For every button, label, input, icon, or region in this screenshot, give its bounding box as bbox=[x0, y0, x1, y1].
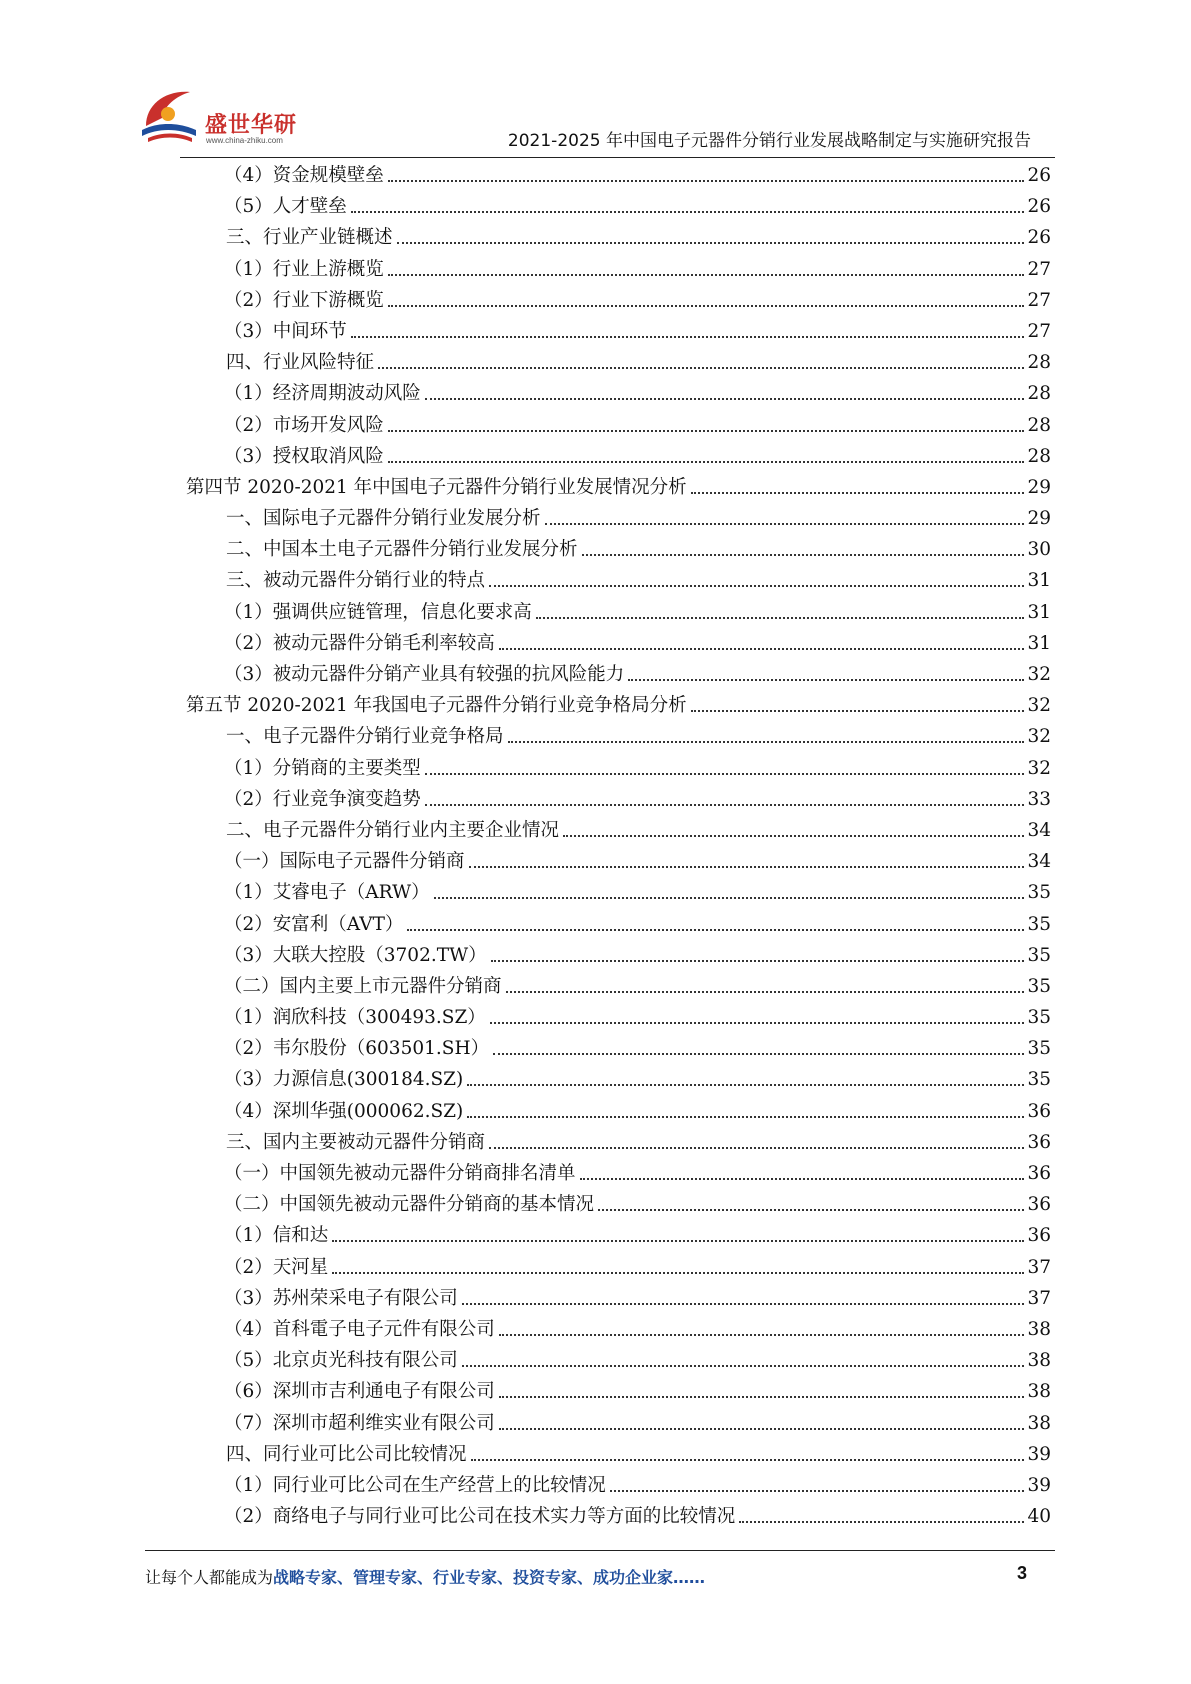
toc-entry-title: （1）润欣科技（300493.SZ） bbox=[224, 1007, 486, 1029]
toc-entry-title: （5）北京贞光科技有限公司 bbox=[224, 1350, 458, 1372]
toc-entry-line bbox=[224, 848, 1051, 873]
toc-entry-title: 第四节 2020-2021 年中国电子元器件分销行业发展情况分析 bbox=[186, 476, 687, 498]
toc-leader-dots bbox=[499, 1334, 1025, 1336]
toc-entry-title: （1）分销商的主要类型 bbox=[224, 757, 421, 779]
toc-entry-title: （4）深圳华强(000062.SZ) bbox=[224, 1100, 464, 1122]
toc-entry-title: （2）商络电子与同行业可比公司在技术实力等方面的比较情况 bbox=[224, 1506, 736, 1528]
toc-entry-line bbox=[186, 692, 1051, 717]
toc-leader-dots bbox=[471, 1459, 1025, 1461]
toc-entry-page: 34 bbox=[1027, 819, 1051, 841]
toc-entry[interactable] bbox=[0, 189, 1191, 220]
toc-entry-page: 26 bbox=[1027, 165, 1051, 186]
toc-leader-dots bbox=[545, 523, 1025, 525]
toc-leader-dots bbox=[425, 773, 1025, 775]
toc-entry-page: 40 bbox=[1027, 1506, 1051, 1528]
toc-entry-title: （3）力源信息(300184.SZ) bbox=[224, 1069, 464, 1091]
toc-leader-dots bbox=[351, 211, 1025, 213]
toc-entry-title: （1）艾睿电子（ARW） bbox=[224, 882, 430, 904]
toc-entry-page: 37 bbox=[1027, 1256, 1051, 1278]
toc-entry[interactable] bbox=[0, 1062, 1191, 1093]
toc-entry[interactable] bbox=[0, 1156, 1191, 1187]
toc-entry-title: 二、中国本土电子元器件分销行业发展分析 bbox=[226, 539, 578, 561]
toc-entry-line bbox=[224, 1285, 1051, 1310]
toc-entry-page: 35 bbox=[1027, 975, 1051, 997]
toc-leader-dots bbox=[388, 305, 1025, 307]
slogan-prefix: 让每个人都能成为 bbox=[145, 1568, 274, 1587]
toc-leader-dots bbox=[462, 1303, 1025, 1305]
toc-leader-dots bbox=[425, 398, 1025, 400]
toc-entry[interactable] bbox=[0, 1281, 1191, 1312]
toc-leader-dots bbox=[508, 741, 1025, 743]
toc-entry-title: （2）被动元器件分销毛利率较高 bbox=[224, 632, 495, 654]
toc-entry[interactable] bbox=[0, 1218, 1191, 1249]
toc-leader-dots bbox=[490, 1022, 1025, 1024]
toc-entry-page: 32 bbox=[1027, 695, 1051, 717]
toc-entry-page: 28 bbox=[1027, 352, 1051, 374]
toc-entry-line bbox=[224, 318, 1051, 343]
toc-entry-page: 28 bbox=[1027, 414, 1051, 436]
toc-entry-line bbox=[226, 505, 1051, 530]
toc-entry-title: （3）授权取消风险 bbox=[224, 445, 384, 467]
toc-entry[interactable] bbox=[0, 1187, 1191, 1218]
toc-leader-dots bbox=[407, 929, 1024, 931]
toc-entry-line bbox=[226, 536, 1051, 561]
toc-entry[interactable] bbox=[0, 252, 1191, 283]
toc-entry-title: 二、电子元器件分销行业内主要企业情况 bbox=[226, 819, 560, 841]
toc-leader-dots bbox=[493, 1053, 1024, 1055]
toc-entry-page: 26 bbox=[1027, 227, 1051, 249]
toc-leader-dots bbox=[628, 679, 1024, 681]
toc-entry-title: 四、行业风险特征 bbox=[226, 352, 375, 374]
toc-leader-dots bbox=[691, 492, 1025, 494]
toc-leader-dots bbox=[434, 897, 1025, 899]
toc-entry-line bbox=[224, 879, 1051, 904]
toc-entry-line bbox=[224, 1004, 1051, 1029]
toc-entry[interactable] bbox=[0, 283, 1191, 314]
toc-entry[interactable] bbox=[0, 439, 1191, 470]
page-number: 3 bbox=[1016, 1563, 1027, 1583]
toc-entry-page: 36 bbox=[1027, 1194, 1051, 1216]
toc-entry-page: 35 bbox=[1027, 913, 1051, 935]
toc-leader-dots bbox=[388, 430, 1025, 432]
toc-entry-line bbox=[224, 1160, 1051, 1185]
toc-entry-page: 35 bbox=[1027, 1038, 1051, 1060]
toc-entry-line bbox=[224, 973, 1051, 998]
toc-entry-page: 36 bbox=[1027, 1100, 1051, 1122]
toc-entry-line bbox=[224, 162, 1051, 187]
toc-entry-page: 38 bbox=[1027, 1318, 1051, 1340]
toc-entry-page: 31 bbox=[1027, 632, 1051, 654]
toc-entry[interactable] bbox=[0, 345, 1191, 376]
toc-entry-title: （1）强调供应链管理，信息化要求高 bbox=[224, 601, 532, 623]
toc-entry[interactable] bbox=[0, 1094, 1191, 1125]
toc-entry[interactable] bbox=[0, 595, 1191, 626]
toc-leader-dots bbox=[332, 1240, 1024, 1242]
toc-leader-dots bbox=[536, 617, 1025, 619]
footer-divider bbox=[145, 1550, 1055, 1551]
toc-entry[interactable] bbox=[0, 1031, 1191, 1062]
slogan-highlight: 战略专家、管理专家、行业专家、投资专家、成功企业家…… bbox=[273, 1568, 706, 1587]
toc-entry[interactable] bbox=[0, 657, 1191, 688]
toc-entry[interactable] bbox=[0, 314, 1191, 345]
toc-entry-title: （1）同行业可比公司在生产经营上的比较情况 bbox=[224, 1474, 606, 1496]
toc-entry[interactable] bbox=[0, 376, 1191, 407]
toc-entry-page: 28 bbox=[1027, 445, 1051, 467]
toc-leader-dots bbox=[598, 1209, 1024, 1211]
toc-leader-dots bbox=[462, 1365, 1025, 1367]
toc-entry-line bbox=[224, 193, 1051, 218]
toc-leader-dots bbox=[582, 554, 1025, 556]
toc-entry-page: 32 bbox=[1027, 664, 1051, 685]
toc-leader-dots bbox=[499, 1428, 1025, 1430]
toc-leader-dots bbox=[351, 336, 1025, 338]
toc-entry-title: （2）韦尔股份（603501.SH） bbox=[224, 1038, 490, 1060]
toc-entry[interactable] bbox=[0, 813, 1191, 844]
toc-entry-page: 26 bbox=[1027, 196, 1051, 218]
toc-entry-line bbox=[224, 412, 1051, 437]
toc-entry-page: 32 bbox=[1027, 757, 1051, 779]
toc-entry-line bbox=[226, 567, 1051, 592]
toc-entry-line bbox=[224, 1191, 1051, 1216]
toc-entry-page: 39 bbox=[1027, 1474, 1051, 1496]
toc-entry-page: 38 bbox=[1027, 1350, 1051, 1372]
toc-entry-page: 28 bbox=[1027, 383, 1051, 405]
report-title: 2021-2025 年中国电子元器件分销行业发展战略制定与实施研究报告 bbox=[507, 131, 1031, 151]
toc-entry-page: 31 bbox=[1027, 570, 1051, 592]
toc-entry-title: 一、国际电子元器件分销行业发展分析 bbox=[226, 508, 541, 530]
toc-entry-line bbox=[224, 380, 1051, 405]
toc-entry-title: （一）中国领先被动元器件分销商排名清单 bbox=[224, 1163, 576, 1184]
footer-slogan bbox=[145, 1565, 705, 1588]
toc-entry[interactable] bbox=[0, 532, 1191, 563]
toc-entry-line bbox=[224, 911, 1051, 936]
toc-entry-line bbox=[224, 786, 1051, 811]
toc-leader-dots bbox=[467, 1116, 1024, 1118]
logo-emblem-icon bbox=[138, 82, 204, 146]
toc-leader-dots bbox=[489, 1147, 1024, 1149]
toc-entry[interactable] bbox=[0, 751, 1191, 782]
toc-entry-title: （2）行业下游概览 bbox=[224, 289, 384, 311]
toc-entry-line bbox=[224, 1035, 1051, 1060]
toc-entry-title: （2）市场开发风险 bbox=[224, 414, 384, 436]
toc-entry-page: 36 bbox=[1027, 1163, 1051, 1184]
toc-entry-title: （3）被动元器件分销产业具有较强的抗风险能力 bbox=[224, 664, 625, 685]
toc-entry-line bbox=[224, 287, 1051, 312]
toc-entry-title: （3）苏州荣采电子有限公司 bbox=[224, 1287, 458, 1309]
toc-entry-page: 35 bbox=[1027, 1069, 1051, 1091]
toc-entry[interactable] bbox=[0, 1250, 1191, 1281]
toc-entry[interactable] bbox=[0, 844, 1191, 875]
toc-leader-dots bbox=[491, 960, 1025, 962]
toc-entry-title: （3）大联大控股（3702.TW） bbox=[224, 944, 487, 966]
toc-leader-dots bbox=[610, 1490, 1025, 1492]
toc-leader-dots bbox=[332, 1272, 1024, 1274]
toc-entry-line bbox=[224, 1378, 1051, 1403]
toc-entry[interactable] bbox=[0, 158, 1191, 189]
toc-entry-page: 27 bbox=[1027, 289, 1051, 311]
toc-entry-line bbox=[226, 723, 1051, 748]
toc-entry-line bbox=[224, 942, 1051, 967]
toc-entry[interactable] bbox=[0, 626, 1191, 657]
toc-leader-dots bbox=[397, 242, 1025, 244]
toc-entry-title: （4）资金规模壁垒 bbox=[224, 165, 384, 186]
toc-leader-dots bbox=[388, 274, 1025, 276]
toc-entry-page: 35 bbox=[1027, 944, 1051, 966]
toc-entry-page: 38 bbox=[1027, 1381, 1051, 1403]
toc-entry-line bbox=[224, 755, 1051, 780]
toc-leader-dots bbox=[489, 585, 1024, 587]
toc-entry-line bbox=[226, 1129, 1051, 1154]
toc-leader-dots bbox=[388, 180, 1025, 182]
toc-leader-dots bbox=[467, 1084, 1024, 1086]
toc-entry-page: 36 bbox=[1027, 1131, 1051, 1153]
toc-entry[interactable] bbox=[0, 1312, 1191, 1343]
toc-entry-line bbox=[224, 1316, 1051, 1341]
toc-entry-title: 三、被动元器件分销行业的特点 bbox=[226, 570, 486, 592]
toc-entry-title: 一、电子元器件分销行业竞争格局 bbox=[226, 726, 504, 748]
toc-entry-page: 30 bbox=[1027, 539, 1051, 561]
toc-entry-page: 27 bbox=[1027, 320, 1051, 342]
toc-entry-title: （6）深圳市吉利通电子有限公司 bbox=[224, 1381, 495, 1403]
toc-leader-dots bbox=[499, 1396, 1025, 1398]
toc-entry-line bbox=[224, 1098, 1051, 1123]
toc-entry-line bbox=[224, 599, 1051, 624]
toc-entry-title: 三、行业产业链概述 bbox=[226, 227, 393, 249]
toc-entry[interactable] bbox=[0, 1437, 1191, 1468]
toc-entry-line bbox=[224, 630, 1051, 655]
toc-entry-title: （1）信和达 bbox=[224, 1225, 329, 1247]
toc-entry-page: 31 bbox=[1027, 601, 1051, 623]
toc-entry-title: （1）行业上游概览 bbox=[224, 258, 384, 280]
toc-entry[interactable] bbox=[0, 563, 1191, 594]
toc-entry-page: 34 bbox=[1027, 851, 1051, 873]
toc-entry-title: （4）首科電子电子元件有限公司 bbox=[224, 1318, 495, 1340]
toc-entry-page: 39 bbox=[1027, 1443, 1051, 1465]
toc-entry-title: （2）安富利（AVT） bbox=[224, 913, 404, 935]
toc-leader-dots bbox=[425, 804, 1025, 806]
toc-entry[interactable] bbox=[0, 969, 1191, 1000]
toc-entry-title: 三、国内主要被动元器件分销商 bbox=[226, 1131, 486, 1153]
toc-entry-title: （二）中国领先被动元器件分销商的基本情况 bbox=[224, 1194, 595, 1216]
toc-entry[interactable] bbox=[0, 1000, 1191, 1031]
toc-entry-title: （二）国内主要上市元器件分销商 bbox=[224, 975, 502, 997]
toc-leader-dots bbox=[563, 835, 1024, 837]
toc-entry-page: 36 bbox=[1027, 1225, 1051, 1247]
toc-entry-title: （2）天河星 bbox=[224, 1256, 329, 1278]
toc-entry-line bbox=[224, 661, 1051, 686]
toc-entry[interactable] bbox=[0, 938, 1191, 969]
toc-entry[interactable] bbox=[0, 1125, 1191, 1156]
toc-leader-dots bbox=[378, 367, 1024, 369]
toc-entry[interactable] bbox=[0, 782, 1191, 813]
toc-entry-line bbox=[224, 1410, 1051, 1435]
toc-entry-page: 29 bbox=[1027, 476, 1051, 498]
toc-entry[interactable] bbox=[0, 470, 1191, 501]
toc-entry-title: （一）国际电子元器件分销商 bbox=[224, 851, 465, 873]
toc-entry[interactable] bbox=[0, 907, 1191, 938]
company-logo bbox=[138, 82, 318, 152]
toc-entry-page: 33 bbox=[1027, 788, 1051, 810]
toc-entry-title: （1）经济周期波动风险 bbox=[224, 383, 421, 405]
toc-entry[interactable] bbox=[0, 719, 1191, 750]
toc-entry-title: （3）中间环节 bbox=[224, 320, 347, 342]
toc-entry-line bbox=[224, 1254, 1051, 1279]
toc-entry-line bbox=[224, 1222, 1051, 1247]
toc-entry[interactable] bbox=[0, 1468, 1191, 1499]
toc-entry-title: 四、同行业可比公司比较情况 bbox=[226, 1443, 467, 1465]
toc-entry-line bbox=[226, 817, 1051, 842]
toc-entry-line bbox=[224, 256, 1051, 281]
toc-entry-title: （7）深圳市超利维实业有限公司 bbox=[224, 1412, 495, 1434]
toc-entry-page: 35 bbox=[1027, 1007, 1051, 1029]
toc-leader-dots bbox=[506, 991, 1025, 993]
toc-entry[interactable] bbox=[0, 1406, 1191, 1437]
toc-entry-page: 27 bbox=[1027, 258, 1051, 280]
toc-entry-title: （5）人才壁垒 bbox=[224, 196, 347, 218]
toc-leader-dots bbox=[691, 710, 1025, 712]
toc-entry-page: 35 bbox=[1027, 882, 1051, 904]
toc-entry[interactable] bbox=[0, 688, 1191, 719]
toc-leader-dots bbox=[388, 461, 1025, 463]
toc-entry-page: 29 bbox=[1027, 508, 1051, 530]
toc-leader-dots bbox=[469, 866, 1025, 868]
toc-entry-title: 第五节 2020-2021 年我国电子元器件分销行业竞争格局分析 bbox=[186, 695, 687, 717]
toc-entry-line bbox=[224, 1347, 1051, 1372]
toc-entry-page: 38 bbox=[1027, 1412, 1051, 1434]
toc-entry-line bbox=[226, 349, 1051, 374]
toc-entry[interactable] bbox=[0, 1499, 1191, 1530]
toc-entry[interactable] bbox=[0, 220, 1191, 251]
logo-name: 盛世华研 bbox=[205, 113, 298, 138]
toc-leader-dots bbox=[580, 1178, 1025, 1180]
toc-leader-dots bbox=[739, 1521, 1024, 1523]
toc-entry-line bbox=[226, 224, 1051, 249]
logo-url: www.china-zhiku.com bbox=[206, 136, 283, 145]
toc-entry[interactable] bbox=[0, 408, 1191, 439]
toc-entry-title: （2）行业竞争演变趋势 bbox=[224, 788, 421, 810]
toc-entry-line bbox=[224, 1503, 1051, 1528]
toc-entry[interactable] bbox=[0, 501, 1191, 532]
toc-entry-page: 37 bbox=[1027, 1287, 1051, 1309]
toc-entry[interactable] bbox=[0, 875, 1191, 906]
toc-entry-line bbox=[224, 443, 1051, 468]
toc-entry-page: 32 bbox=[1027, 726, 1051, 748]
toc-entry[interactable] bbox=[0, 1374, 1191, 1405]
table-of-contents bbox=[0, 158, 1191, 1530]
toc-entry[interactable] bbox=[0, 1343, 1191, 1374]
toc-leader-dots bbox=[499, 648, 1025, 650]
toc-entry-line bbox=[226, 1441, 1051, 1466]
toc-entry-line bbox=[224, 1472, 1051, 1497]
toc-entry-line bbox=[224, 1066, 1051, 1091]
toc-entry-line bbox=[186, 474, 1051, 499]
